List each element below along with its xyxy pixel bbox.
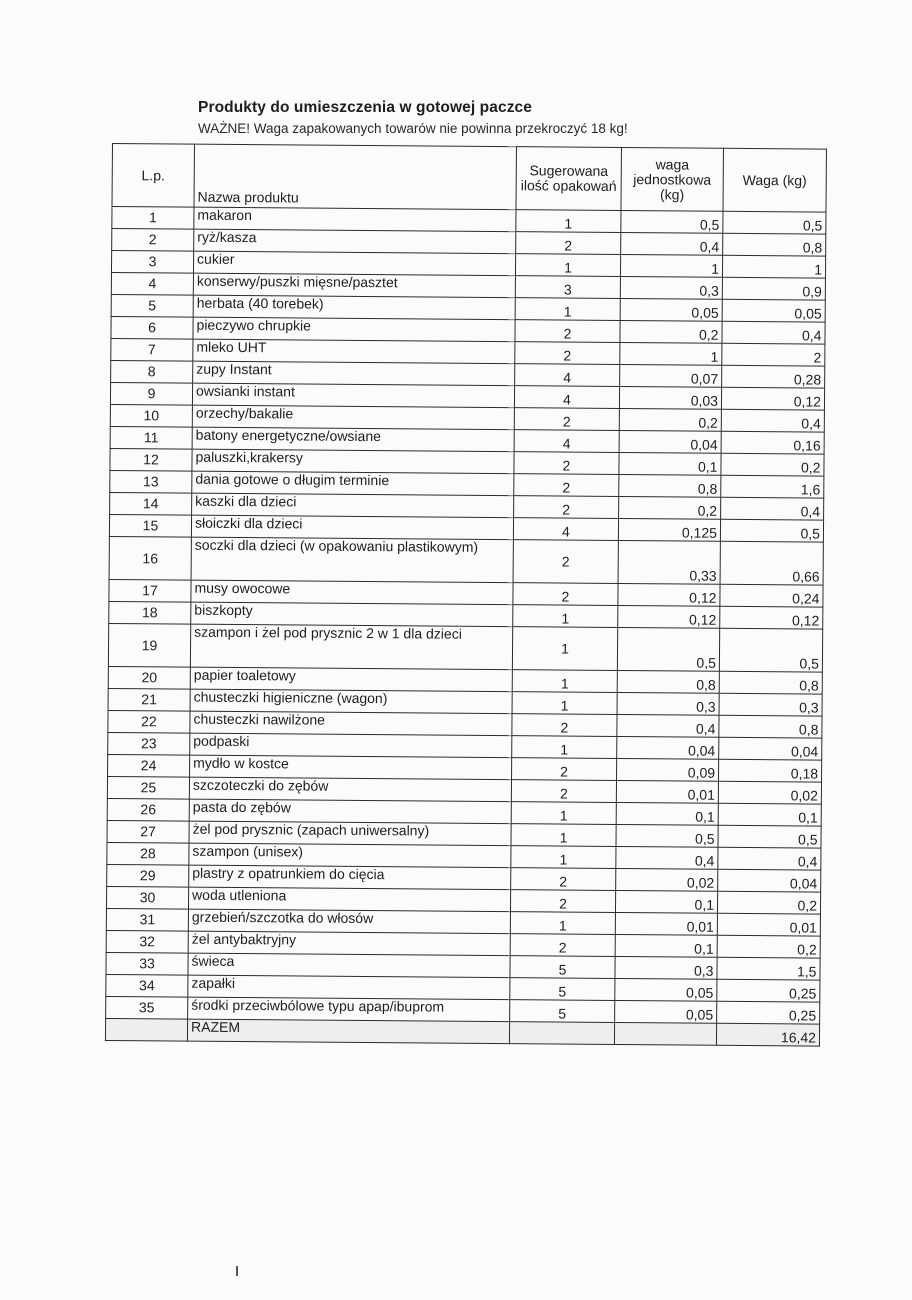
cell-unit-weight: 0,05 <box>620 298 722 321</box>
cell-qty: 2 <box>514 452 619 475</box>
product-table <box>105 143 827 1047</box>
cell-unit-weight: 0,01 <box>616 780 718 803</box>
cell-unit-weight: 0,4 <box>617 714 719 737</box>
cell-name: makaron <box>194 207 516 232</box>
cell-name: ryż/kasza <box>194 229 516 254</box>
cell-lp: 23 <box>108 732 190 755</box>
cell-unit-weight: 0,04 <box>617 736 719 759</box>
cell-qty: 2 <box>515 342 620 365</box>
cell-unit-weight: 0,8 <box>617 670 719 693</box>
cell-unit-weight: 0,12 <box>618 605 720 628</box>
cell-weight: 0,25 <box>717 979 820 1002</box>
cell-name: szczoteczki do zębów <box>189 777 511 802</box>
cell-qty: 4 <box>515 364 620 387</box>
cell-lp: 27 <box>107 820 189 843</box>
cell-weight: 1,6 <box>721 475 824 498</box>
cell-weight: 0,24 <box>720 584 823 607</box>
cell-qty: 4 <box>513 518 618 541</box>
cell-qty: 2 <box>513 540 618 584</box>
cell-qty: 2 <box>511 868 616 891</box>
cell-lp: 34 <box>106 974 188 997</box>
cell-weight: 0,18 <box>719 759 822 782</box>
cell-unit-weight: 0,07 <box>620 364 722 387</box>
cell-name: podpaski <box>190 733 512 758</box>
cell-name: grzebień/szczotka do włosów <box>188 909 510 934</box>
cell-qty: 2 <box>514 474 619 497</box>
scan-mark <box>236 1266 238 1276</box>
cell-lp: 17 <box>109 579 191 602</box>
cell-weight: 0,8 <box>719 671 822 694</box>
cell-name: mleko UHT <box>193 339 515 364</box>
cell-name: zupy Instant <box>193 361 515 386</box>
cell-unit-weight: 0,33 <box>618 540 720 584</box>
cell-weight: 0,5 <box>723 211 826 234</box>
cell-qty: 2 <box>512 714 617 737</box>
cell-lp: 21 <box>108 688 190 711</box>
cell-lp: 1 <box>112 207 194 230</box>
cell-lp: 32 <box>106 930 188 953</box>
cell-unit-weight: 0,3 <box>615 956 717 979</box>
cell-lp: 16 <box>109 536 191 580</box>
cell-unit-weight: 0,5 <box>617 627 719 671</box>
cell-weight: 0,4 <box>721 497 824 520</box>
cell-qty: 2 <box>516 232 621 255</box>
cell-weight: 0,4 <box>721 409 824 432</box>
cell-name: żel pod prysznic (zapach uniwersalny) <box>189 821 511 846</box>
header-unit-weight: waga jednostkowa (kg) <box>621 148 723 212</box>
cell-name: paluszki,krakersy <box>192 449 514 474</box>
summary-total: 16,42 <box>716 1023 819 1046</box>
cell-qty: 2 <box>510 934 615 957</box>
cell-qty: 2 <box>515 320 620 343</box>
cell-unit-weight: 0,12 <box>618 583 720 606</box>
cell-weight: 0,2 <box>721 453 824 476</box>
cell-weight: 0,8 <box>719 715 822 738</box>
cell-name: plastry z opatrunkiem do cięcia <box>189 865 511 890</box>
header-weight: Waga (kg) <box>723 148 826 212</box>
cell-qty: 1 <box>511 802 616 825</box>
header-lp: L.p. <box>112 144 194 208</box>
cell-weight: 0,1 <box>718 803 821 826</box>
cell-unit-weight: 0,2 <box>620 320 722 343</box>
cell-name: herbata (40 torebek) <box>193 295 515 320</box>
cell-lp: 3 <box>111 251 193 274</box>
cell-qty: 2 <box>514 408 619 431</box>
cell-name: mydło w kostce <box>190 755 512 780</box>
table-row <box>108 623 822 672</box>
cell-unit-weight: 0,8 <box>619 474 721 497</box>
cell-weight: 0,01 <box>717 913 820 936</box>
cell-name: środki przeciwbólowe typu apap/ibuprom <box>188 997 510 1022</box>
cell-name: musy owocowe <box>191 580 513 605</box>
cell-name: orzechy/bakalie <box>192 405 514 430</box>
cell-lp: 29 <box>107 864 189 887</box>
header-name: Nazwa produktu <box>194 144 516 210</box>
cell-name: szampon (unisex) <box>189 843 511 868</box>
cell-lp: 12 <box>110 448 192 471</box>
cell-name: słoiczki dla dzieci <box>191 515 513 540</box>
cell-qty: 1 <box>512 736 617 759</box>
cell-name: cukier <box>193 251 515 276</box>
cell-weight: 0,05 <box>722 299 825 322</box>
cell-unit-weight: 0,5 <box>616 824 718 847</box>
cell-weight: 0,8 <box>723 233 826 256</box>
document-title: Produkty do umieszczenia w gotowej paczce <box>198 99 532 116</box>
cell-weight: 0,04 <box>718 869 821 892</box>
cell-lp: 4 <box>111 272 193 295</box>
header-qty: Sugerowana ilość opakowań <box>516 147 621 211</box>
weight-notice: WAŻNE! Waga zapakowanych towarów nie powinna przekroczyć 18 kg! <box>198 121 628 136</box>
cell-lp: 20 <box>108 666 190 689</box>
cell-name: soczki dla dzieci (w opakowaniu plastikowym) <box>191 537 513 583</box>
cell-lp: 7 <box>111 338 193 361</box>
cell-name: świeca <box>188 953 510 978</box>
cell-lp: 31 <box>106 908 188 931</box>
cell-name: chusteczki higieniczne (wagon) <box>190 689 512 714</box>
cell-qty: 5 <box>510 956 615 979</box>
cell-unit-weight: 0,02 <box>616 868 718 891</box>
cell-name: zapałki <box>188 975 510 1000</box>
cell-qty: 1 <box>511 846 616 869</box>
cell-unit-weight: 0,2 <box>619 496 721 519</box>
cell-name: pieczywo chrupkie <box>193 317 515 342</box>
cell-weight: 0,5 <box>718 825 821 848</box>
cell-lp: 19 <box>108 623 190 667</box>
cell-lp: 15 <box>109 514 191 537</box>
cell-lp: 35 <box>106 996 188 1019</box>
cell-qty: 4 <box>514 386 619 409</box>
cell-qty: 1 <box>515 298 620 321</box>
cell-unit-weight: 1 <box>620 254 722 277</box>
cell-unit-weight: 0,1 <box>619 452 721 475</box>
cell-unit-weight: 0,09 <box>617 758 719 781</box>
cell-weight: 0,5 <box>720 519 823 542</box>
cell-unit-weight: 0,1 <box>615 890 717 913</box>
cell-weight: 0,3 <box>719 693 822 716</box>
cell-weight: 0,02 <box>718 781 821 804</box>
cell-qty: 1 <box>511 824 616 847</box>
cell-lp: 22 <box>108 710 190 733</box>
cell-name: chusteczki nawilżone <box>190 711 512 736</box>
cell-lp: 6 <box>111 316 193 339</box>
cell-name: biszkopty <box>191 602 513 627</box>
cell-qty: 3 <box>515 276 620 299</box>
cell-name: papier toaletowy <box>190 667 512 692</box>
cell-weight: 0,04 <box>719 737 822 760</box>
cell-qty: 1 <box>512 670 617 693</box>
cell-weight: 0,2 <box>717 935 820 958</box>
cell-lp: 13 <box>110 470 192 493</box>
cell-unit-weight: 0,04 <box>619 430 721 453</box>
cell-lp: 8 <box>111 360 193 383</box>
cell-lp: 24 <box>108 754 190 777</box>
cell-weight: 1,5 <box>717 957 820 980</box>
cell-name: woda utleniona <box>188 887 510 912</box>
cell-name: batony energetyczne/owsiane <box>192 427 514 452</box>
cell-weight: 0,12 <box>720 606 823 629</box>
cell-name: konserwy/puszki mięsne/pasztet <box>193 273 515 298</box>
cell-unit-weight: 0,1 <box>615 934 717 957</box>
cell-name: szampon i żel pod prysznic 2 w 1 dla dzieci <box>190 624 512 670</box>
cell-unit-weight: 0,05 <box>615 978 717 1001</box>
cell-qty: 1 <box>512 692 617 715</box>
cell-lp: 25 <box>107 776 189 799</box>
cell-qty: 2 <box>511 780 616 803</box>
cell-lp: 30 <box>106 886 188 909</box>
cell-lp: 33 <box>106 952 188 975</box>
cell-lp: 10 <box>110 404 192 427</box>
cell-name: pasta do zębów <box>189 799 511 824</box>
cell-weight: 0,2 <box>717 891 820 914</box>
cell-name: owsianki instant <box>192 383 514 408</box>
table-row <box>109 536 823 585</box>
summary-empty <box>509 1022 614 1045</box>
cell-weight: 0,28 <box>722 365 825 388</box>
cell-weight: 0,4 <box>722 321 825 344</box>
cell-unit-weight: 0,3 <box>617 692 719 715</box>
cell-unit-weight: 0,1 <box>616 802 718 825</box>
cell-qty: 2 <box>513 583 618 606</box>
cell-qty: 4 <box>514 430 619 453</box>
summary-empty <box>614 1022 716 1045</box>
cell-weight: 1 <box>722 255 825 278</box>
cell-qty: 1 <box>510 912 615 935</box>
cell-lp: 26 <box>107 798 189 821</box>
cell-unit-weight: 0,2 <box>619 408 721 431</box>
cell-unit-weight: 0,03 <box>619 386 721 409</box>
cell-weight: 0,12 <box>721 387 824 410</box>
summary-label: RAZEM <box>187 1019 509 1044</box>
cell-name: dania gotowe o długim terminie <box>192 471 514 496</box>
cell-qty: 1 <box>513 605 618 628</box>
cell-qty: 5 <box>510 1000 615 1023</box>
cell-lp: 18 <box>109 601 191 624</box>
cell-weight: 0,9 <box>722 277 825 300</box>
cell-unit-weight: 0,4 <box>616 846 718 869</box>
cell-lp: 9 <box>110 382 192 405</box>
cell-qty: 1 <box>512 627 617 671</box>
cell-weight: 2 <box>722 343 825 366</box>
cell-qty: 2 <box>514 496 619 519</box>
summary-empty <box>105 1018 187 1041</box>
cell-unit-weight: 0,125 <box>618 518 720 541</box>
cell-qty: 2 <box>510 890 615 913</box>
cell-lp: 14 <box>110 492 192 515</box>
cell-unit-weight: 0,05 <box>615 1000 717 1023</box>
cell-unit-weight: 0,3 <box>620 276 722 299</box>
cell-weight: 0,25 <box>717 1001 820 1024</box>
cell-lp: 11 <box>110 426 192 449</box>
cell-unit-weight: 0,01 <box>615 912 717 935</box>
cell-weight: 0,66 <box>720 541 823 585</box>
cell-weight: 0,16 <box>721 431 824 454</box>
table-header-row <box>112 144 826 213</box>
cell-name: żel antybaktryjny <box>188 931 510 956</box>
cell-lp: 5 <box>111 294 193 317</box>
cell-unit-weight: 0,5 <box>621 210 723 233</box>
cell-qty: 1 <box>516 210 621 233</box>
cell-name: kaszki dla dzieci <box>192 493 514 518</box>
cell-weight: 0,4 <box>718 847 821 870</box>
cell-qty: 1 <box>515 254 620 277</box>
cell-qty: 2 <box>512 758 617 781</box>
cell-weight: 0,5 <box>719 628 822 672</box>
cell-lp: 2 <box>112 229 194 252</box>
cell-unit-weight: 0,4 <box>621 232 723 255</box>
cell-unit-weight: 1 <box>620 342 722 365</box>
cell-lp: 28 <box>107 842 189 865</box>
cell-qty: 5 <box>510 978 615 1001</box>
